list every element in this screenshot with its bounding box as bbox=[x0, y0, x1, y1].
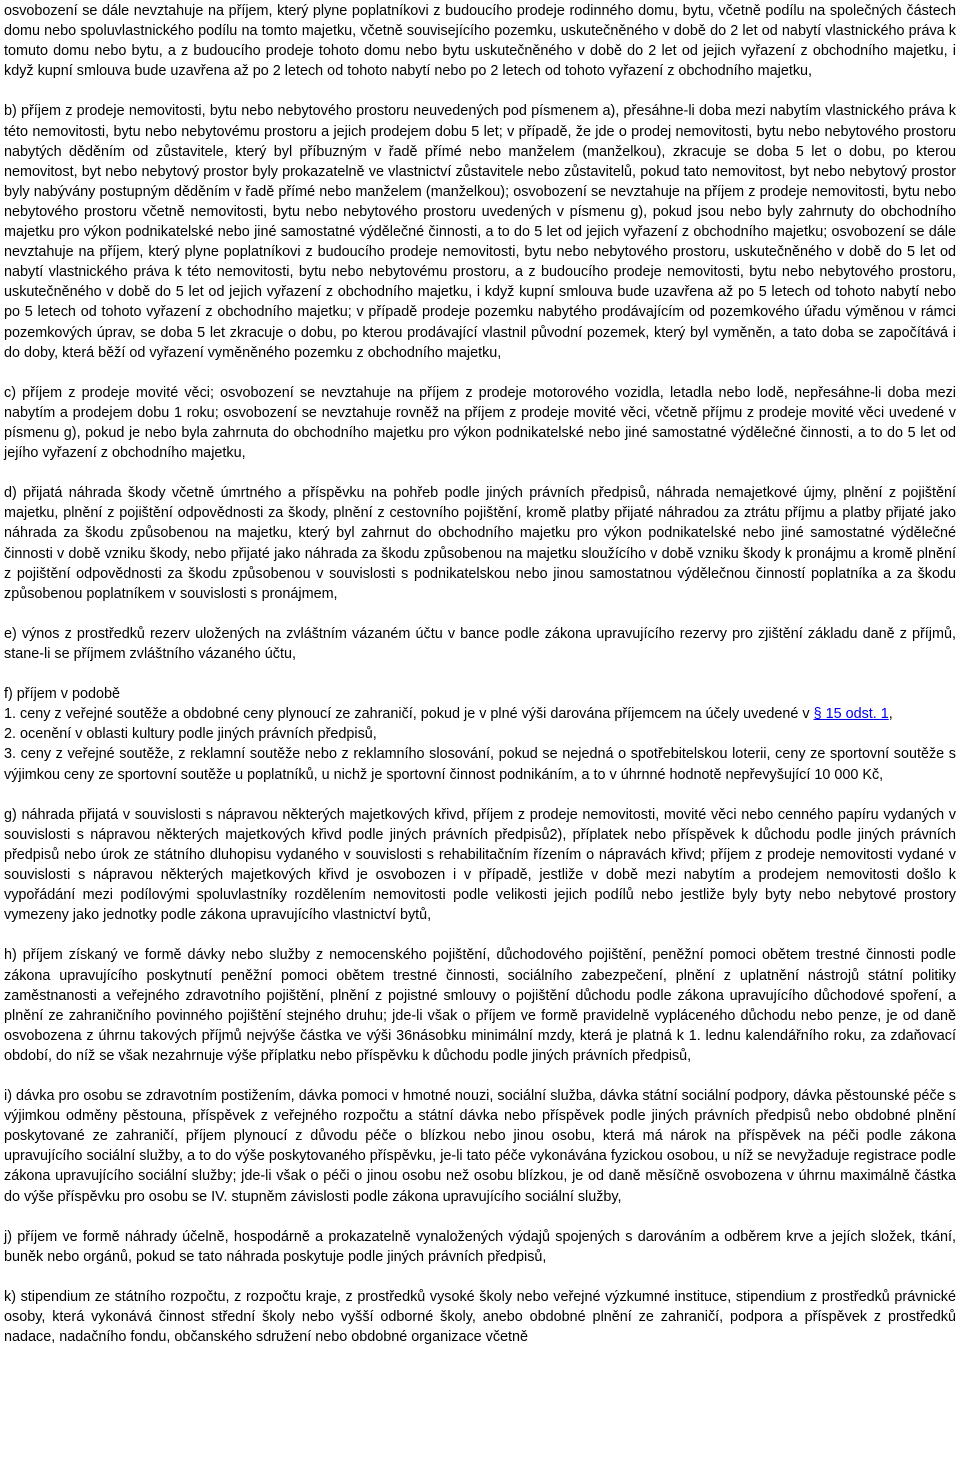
paragraph-f-item-2: 2. ocenění v oblasti kultury podle jiných právních předpisů, bbox=[4, 726, 377, 743]
paragraph-g: g) náhrada přijatá v souvislosti s nápravou některých majetkových křivd, příjem z prodeje nemovitosti, movité věci nebo cenného papíru vydaných v souvislosti s nápravou některých majetkových křivd podle jiných právních předpisů2), příplatek nebo příspěvek k důchodu podle jiných právních předpisů nebo úrok ze státního dluhopisu vydaného v souvislosti s rehabilitačním řízením o nápravách křivd; příjem z prodeje nemovitosti vydané v souvislosti s nápravou některých majetkových křivd je osvobozen i v případě, jestliže v době mezi nabytím a prodejem nemovitosti došlo k vypořádání mezi podílovými spoluvlastníky rozdělením nemovitosti podle velikosti jejich podílů nebo jestliže byly byty nebo nebytové prostory vymezeny jako jednotky podle zákona upravujícího vlastnictví bytů, bbox=[4, 806, 956, 924]
paragraph-c: c) příjem z prodeje movité věci; osvobození se nevztahuje na příjem z prodeje motorového vozidla, letadla nebo lodě, nepřesáhne-li doba mezi nabytím a prodejem dobu 1 roku; osvobození se nevztahuje rovněž na příjem z prodeje movité věci, včetně příjmu z prodeje movité věci uvedené v písmenu g), pokud je nebo byla zahrnuta do obchodního majetku pro výkon podnikatelské nebo jiné samostatné výdělečné činnosti, a to do 5 let od jejího vyřazení z obchodního majetku, bbox=[4, 384, 956, 462]
paragraph-i: i) dávka pro osobu se zdravotním postižením, dávka pomoci v hmotné nouzi, sociální služba, dávka státní sociální podpory, dávka pěstounské péče s výjimkou odměny pěstouna, příspěvek z veřejného rozpočtu a státní dávka nebo příspěvek podle jiných právních předpisů nebo obdobné plnění poskytované ze zahraničí, příjem plynoucí z důvodu péče o blízkou nebo jinou osobu, která má nárok na příspěvek na péči podle zákona upravujícího sociální služby, a to do výše poskytovaného příspěvku, je-li tato péče vykonávána fyzickou osobou, u níž se nevyžaduje registrace podle zákona upravujícího sociální služby; jde-li však o péči o jinou osobu než osobu blízkou, je od daně měsíčně osvobozena v úhrnu maximálně částka do výše příspěvku pro osobu se IV. stupněm závislosti podle zákona upravujícího sociální služby, bbox=[4, 1088, 956, 1205]
paragraph-f bbox=[4, 684, 956, 784]
paragraph-f-title: f) příjem v podobě bbox=[4, 686, 120, 703]
paragraph-e: e) výnos z prostředků rezerv uložených na zvláštním vázaném účtu v bance podle zákona upravujícího rezervy pro zjištění základu daně z příjmů, stane-li se příjmem zvláštního vázaného účtu, bbox=[4, 625, 956, 662]
paragraph-b: b) příjem z prodeje nemovitosti, bytu nebo nebytového prostoru neuvedených pod písmenem a), přesáhne-li doba mezi nabytím vlastnického práva k této nemovitosti, bytu nebo nebytovému prostoru a jejich prodejem dobu 5 let; v případě, že jde o prodej nemovitosti, bytu nebo nebytového prostoru nabytých děděním od zůstavitele, který byl příbuzným v řadě přímé nebo manželem (manželkou), zkracuje se doba 5 let o dobu, po kterou nemovitost, byt nebo nebytový prostor byly prokazatelně ve vlastnictví zůstavitele nebo zůstavitelů, pokud tato nemovitost, byt nebo nebytový prostor byly nabývány postupným děděním v řadě přímé nebo manželem (manželkou); osvobození se nevztahuje na příjem z prodeje nemovitosti, bytu nebo nebytového prostoru včetně nemovitosti, bytu nebo nebytového prostoru uvedených v písmenu g), pokud jsou nebo byly zahrnuty do obchodního majetku pro výkon podnikatelské nebo jiné samostatné výdělečné činnosti, a to do 5 let od jejich vyřazení z obchodního majetku; osvobození se dále nevztahuje na příjem, který plyne poplatníkovi z budoucího prodeje nemovitosti, bytu nebo nebytového prostoru, uskutečněného v době do 5 let od nabytí vlastnického práva k této nemovitosti, bytu nebo nebytovému prostoru, a z budoucího prodeje nemovitosti, bytu nebo nebytového prostoru, uskutečněného v době do 5 let od jejich vyřazení z obchodního majetku, i když kupní smlouva bude uzavřena až po 5 letech od tohoto nabytí nebo po 5 letech od tohoto vyřazení z obchodního majetku; v případě prodeje pozemku nabytého prodávajícím od pozemkového úřadu výměnou v rámci pozemkových úprav, se doba 5 let zkracuje o dobu, po kterou prodávající vlastnil původní pozemek, který byl vyměněn, a tato doba se započítává i do doby, která běží od vyřazení vyměněného pozemku z obchodního majetku, bbox=[4, 103, 956, 361]
paragraph-f-item-1-end: , bbox=[888, 706, 893, 723]
paragraph-h: h) příjem získaný ve formě dávky nebo služby z nemocenského pojištění, důchodového pojištění, peněžní pomoci obětem trestné činnosti podle zákona upravujícího poskytnutí peněžní pomoci obětem trestné činnosti, sociálního zabezpečení, plnění z uplatnění nástrojů státní politiky zaměstnanosti a veřejného zdravotního pojištění, plnění z pojistné smlouvy o pojištění důchodu podle zákona upravujícího důchodové spoření, a plnění ze zahraničního povinného pojištění stejného druhu; jde-li však o příjem ve formě pravidelně vypláceného důchodu nebo penze, je od daně osvobozena z úhrnu takových příjmů nejvýše částka ve výši 36násobku minimální mzdy, která je platná k 1. lednu kalendářního roku, za zdaňovací období, do níž se však nezahrnuje výše příplatku nebo příspěvku k důchodu podle jiných právních předpisů, bbox=[4, 947, 956, 1064]
paragraph-f-item-3: 3. ceny z veřejné soutěže, z reklamní soutěže nebo z reklamního slosování, pokud se nejedná o spotřebitelskou loterii, ceny ze sportovní soutěže s výjimkou ceny ze sportovní soutěže u poplatníků, u nichž je sportovní činnost podnikáním, a to v úhrnné hodnotě nepřevyšující 10 000 Kč, bbox=[4, 746, 956, 783]
paragraph-j: j) příjem ve formě náhrady účelně, hospodárně a prokazatelně vynaložených výdajů spojených s darováním a odběrem krve a jejích složek, tkání, buněk nebo orgánů, pokud se tato náhrada poskytuje podle jiných právních předpisů, bbox=[4, 1228, 956, 1265]
paragraph-f-item-1 bbox=[4, 704, 956, 724]
paragraph-k: k) stipendium ze státního rozpočtu, z rozpočtu kraje, z prostředků vysoké školy nebo veřejné výzkumné instituce, stipendium z prostředků právnické osoby, která vykonává činnost střední školy nebo vyšší odborné školy, anebo obdobné plnění ze zahraničí, podpora a příspěvek z prostředků nadace, nadačního fondu, občanského sdružení nebo obdobné organizace včetně bbox=[4, 1289, 956, 1346]
paragraph-f-item-1-text: 1. ceny z veřejné soutěže a obdobné ceny plynoucí ze zahraničí, pokud je v plné výši darována příjemcem na účely uvedené v bbox=[4, 706, 810, 723]
paragraph-intro: osvobození se dále nevztahuje na příjem, který plyne poplatníkovi z budoucího prodeje rodinného domu, bytu, včetně podílu na společných částech domu nebo spoluvlastnického podílu na tomto majetku, včetně souvisejícího pozemku, uskutečněného v době do 2 let od nabytí vlastnického práva k tomuto domu nebo bytu, a z budoucího prodeje tohoto domu nebo bytu uskutečněného v době do 2 let od jejich vyřazení z obchodního majetku, i když kupní smlouva bude uzavřena až po 2 letech od tohoto nabytí nebo po 2 letech od tohoto vyřazení z obchodního majetku, bbox=[4, 3, 956, 80]
paragraph-d: d) přijatá náhrada škody včetně úmrtného a příspěvku na pohřeb podle jiných právních předpisů, náhrada nemajetkové újmy, plnění z pojištění majetku, plnění z pojištění odpovědnosti za škody, plnění z cestovního pojištění, kromě platby přijaté náhradou za ztrátu příjmu a platby přijaté jako náhrada za škodu způsobenou na majetku, který byl zahrnut do obchodního majetku pro výkon podnikatelské nebo jiné samostatné výdělečné činnosti v době vzniku škody, nebo přijaté jako náhrada za škodu způsobenou na majetku sloužícího v době vzniku škody k pronájmu a kromě plnění z pojištění odpovědnosti za škodu způsobenou v souvislosti s podnikatelskou nebo jinou samostatnou výdělečnou činností poplatníka a za škodu způsobenou poplatníkem v souvislosti s pronájmem, bbox=[4, 485, 956, 602]
law-reference-link[interactable]: § 15 odst. 1 bbox=[813, 706, 889, 723]
